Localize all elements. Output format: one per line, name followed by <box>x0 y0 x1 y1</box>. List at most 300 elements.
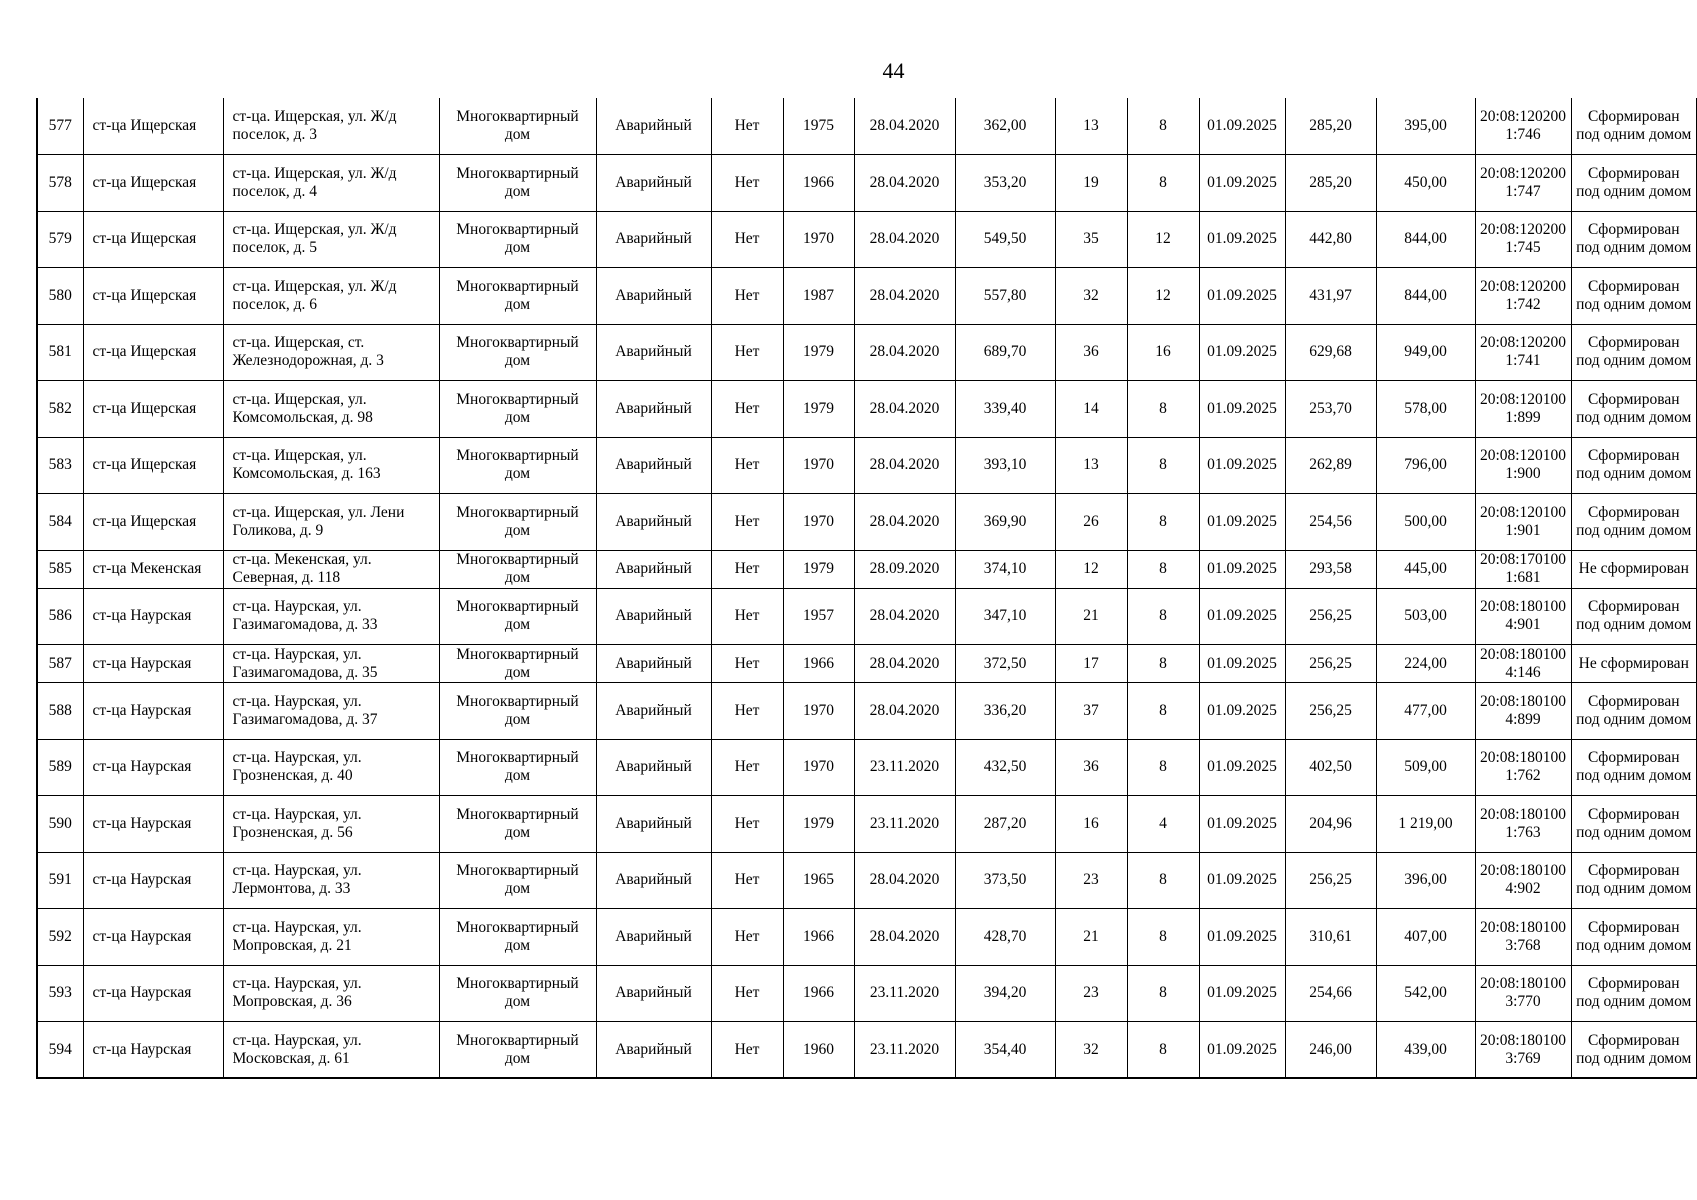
cell-address: ст-ца. Ищерская, ул. Лени Голикова, д. 9 <box>223 494 439 551</box>
cell-land-status: Сформирован под одним домом <box>1571 211 1697 268</box>
cell-flag: Нет <box>711 645 783 683</box>
cell-resettlement-deadline: 01.09.2025 <box>1199 645 1285 683</box>
cell-locality: ст-ца Наурская <box>83 739 223 796</box>
cell-land-status: Сформирован под одним домом <box>1571 909 1697 966</box>
table-row <box>37 796 1697 853</box>
cell-building-type: Многоквартирный дом <box>439 550 596 588</box>
cell-apartments-count: 8 <box>1127 852 1199 909</box>
cell-row-number: 579 <box>37 211 83 268</box>
cell-condition-status: Аварийный <box>596 494 711 551</box>
cell-condition-status: Аварийный <box>596 437 711 494</box>
cell-condition-status: Аварийный <box>596 550 711 588</box>
table-row <box>37 437 1697 494</box>
cell-year-built: 1957 <box>783 588 854 645</box>
cell-address: ст-ца. Наурская, ул. Грозненская, д. 56 <box>223 796 439 853</box>
cell-address: ст-ца. Наурская, ул. Мопровская, д. 21 <box>223 909 439 966</box>
cell-flag: Нет <box>711 1022 783 1079</box>
table-row <box>37 98 1697 155</box>
table-row <box>37 381 1697 438</box>
cell-residents-count: 36 <box>1055 324 1127 381</box>
cell-land-area: 224,00 <box>1376 645 1475 683</box>
cell-total-area: 354,40 <box>955 1022 1055 1079</box>
cell-condition-status: Аварийный <box>596 98 711 155</box>
cell-land-status: Не сформирован <box>1571 645 1697 683</box>
cell-resettlement-deadline: 01.09.2025 <box>1199 965 1285 1022</box>
cell-row-number: 588 <box>37 683 83 740</box>
cell-recognition-date: 23.11.2020 <box>854 1022 955 1079</box>
cell-total-area: 557,80 <box>955 268 1055 325</box>
cell-address: ст-ца. Ищерская, ул. Ж/д поселок, д. 3 <box>223 98 439 155</box>
cell-residents-count: 23 <box>1055 965 1127 1022</box>
cell-row-number: 587 <box>37 645 83 683</box>
cell-recognition-date: 28.04.2020 <box>854 852 955 909</box>
cell-residents-count: 35 <box>1055 211 1127 268</box>
cell-residents-count: 32 <box>1055 268 1127 325</box>
cell-land-status: Сформирован под одним домом <box>1571 98 1697 155</box>
cell-land-status: Сформирован под одним домом <box>1571 852 1697 909</box>
cell-residents-count: 12 <box>1055 550 1127 588</box>
cell-condition-status: Аварийный <box>596 1022 711 1079</box>
cell-address: ст-ца. Наурская, ул. Московская, д. 61 <box>223 1022 439 1079</box>
cell-land-area: 503,00 <box>1376 588 1475 645</box>
cell-land-area: 796,00 <box>1376 437 1475 494</box>
cell-apartments-count: 8 <box>1127 1022 1199 1079</box>
cell-condition-status: Аварийный <box>596 324 711 381</box>
cell-residents-count: 16 <box>1055 796 1127 853</box>
cell-total-area: 339,40 <box>955 381 1055 438</box>
cell-row-number: 590 <box>37 796 83 853</box>
cell-land-status: Сформирован под одним домом <box>1571 683 1697 740</box>
cell-land-status: Сформирован под одним домом <box>1571 796 1697 853</box>
cell-building-type: Многоквартирный дом <box>439 852 596 909</box>
cell-land-area: 500,00 <box>1376 494 1475 551</box>
cell-apartments-count: 12 <box>1127 268 1199 325</box>
cell-living-area: 204,96 <box>1285 796 1376 853</box>
cell-residents-count: 21 <box>1055 909 1127 966</box>
cell-row-number: 592 <box>37 909 83 966</box>
cell-condition-status: Аварийный <box>596 965 711 1022</box>
cell-resettlement-deadline: 01.09.2025 <box>1199 268 1285 325</box>
cell-building-type: Многоквартирный дом <box>439 155 596 212</box>
cell-building-type: Многоквартирный дом <box>439 98 596 155</box>
cell-flag: Нет <box>711 324 783 381</box>
cell-condition-status: Аварийный <box>596 909 711 966</box>
cell-land-status: Сформирован под одним домом <box>1571 494 1697 551</box>
cell-land-area: 542,00 <box>1376 965 1475 1022</box>
cell-total-area: 347,10 <box>955 588 1055 645</box>
cell-year-built: 1979 <box>783 324 854 381</box>
cell-land-area: 578,00 <box>1376 381 1475 438</box>
cell-residents-count: 37 <box>1055 683 1127 740</box>
cell-apartments-count: 8 <box>1127 645 1199 683</box>
table-row <box>37 909 1697 966</box>
cell-land-area: 844,00 <box>1376 211 1475 268</box>
cell-living-area: 285,20 <box>1285 98 1376 155</box>
cell-year-built: 1970 <box>783 739 854 796</box>
cell-residents-count: 13 <box>1055 437 1127 494</box>
cell-year-built: 1979 <box>783 381 854 438</box>
cell-resettlement-deadline: 01.09.2025 <box>1199 739 1285 796</box>
cell-row-number: 584 <box>37 494 83 551</box>
cell-cadastral-number: 20:08:1201001:901 <box>1475 494 1571 551</box>
cell-cadastral-number: 20:08:1202001:747 <box>1475 155 1571 212</box>
cell-recognition-date: 28.04.2020 <box>854 909 955 966</box>
cell-locality: ст-ца Ищерская <box>83 268 223 325</box>
cell-total-area: 394,20 <box>955 965 1055 1022</box>
cell-land-area: 396,00 <box>1376 852 1475 909</box>
cell-living-area: 629,68 <box>1285 324 1376 381</box>
cell-row-number: 585 <box>37 550 83 588</box>
cell-residents-count: 17 <box>1055 645 1127 683</box>
cell-land-area: 395,00 <box>1376 98 1475 155</box>
cell-land-area: 509,00 <box>1376 739 1475 796</box>
cell-apartments-count: 8 <box>1127 494 1199 551</box>
cell-recognition-date: 28.04.2020 <box>854 683 955 740</box>
table-row <box>37 739 1697 796</box>
cell-locality: ст-ца Наурская <box>83 683 223 740</box>
cell-recognition-date: 28.04.2020 <box>854 98 955 155</box>
cell-row-number: 583 <box>37 437 83 494</box>
cell-address: ст-ца. Ищерская, ул. Комсомольская, д. 163 <box>223 437 439 494</box>
cell-flag: Нет <box>711 98 783 155</box>
cell-flag: Нет <box>711 381 783 438</box>
cell-locality: ст-ца Наурская <box>83 909 223 966</box>
cell-row-number: 581 <box>37 324 83 381</box>
cell-living-area: 253,70 <box>1285 381 1376 438</box>
cell-row-number: 578 <box>37 155 83 212</box>
cell-address: ст-ца. Мекенская, ул. Северная, д. 118 <box>223 550 439 588</box>
cell-cadastral-number: 20:08:1701001:681 <box>1475 550 1571 588</box>
cell-total-area: 362,00 <box>955 98 1055 155</box>
cell-flag: Нет <box>711 909 783 966</box>
cell-land-area: 445,00 <box>1376 550 1475 588</box>
cell-recognition-date: 28.04.2020 <box>854 155 955 212</box>
cell-address: ст-ца. Ищерская, ул. Комсомольская, д. 98 <box>223 381 439 438</box>
cell-locality: ст-ца Наурская <box>83 645 223 683</box>
cell-living-area: 256,25 <box>1285 645 1376 683</box>
cell-living-area: 246,00 <box>1285 1022 1376 1079</box>
cell-year-built: 1966 <box>783 965 854 1022</box>
cell-living-area: 254,66 <box>1285 965 1376 1022</box>
cell-locality: ст-ца Наурская <box>83 588 223 645</box>
cell-cadastral-number: 20:08:1202001:741 <box>1475 324 1571 381</box>
table-row <box>37 965 1697 1022</box>
cell-flag: Нет <box>711 965 783 1022</box>
cell-recognition-date: 28.09.2020 <box>854 550 955 588</box>
cell-building-type: Многоквартирный дом <box>439 588 596 645</box>
cell-total-area: 689,70 <box>955 324 1055 381</box>
cell-year-built: 1970 <box>783 494 854 551</box>
cell-cadastral-number: 20:08:1202001:745 <box>1475 211 1571 268</box>
cell-building-type: Многоквартирный дом <box>439 739 596 796</box>
cell-land-area: 949,00 <box>1376 324 1475 381</box>
table-body <box>37 98 1697 1078</box>
cell-row-number: 582 <box>37 381 83 438</box>
cell-land-status: Сформирован под одним домом <box>1571 381 1697 438</box>
table-row <box>37 852 1697 909</box>
cell-building-type: Многоквартирный дом <box>439 268 596 325</box>
cell-land-status: Сформирован под одним домом <box>1571 588 1697 645</box>
cell-building-type: Многоквартирный дом <box>439 683 596 740</box>
cell-resettlement-deadline: 01.09.2025 <box>1199 909 1285 966</box>
cell-cadastral-number: 20:08:1801003:770 <box>1475 965 1571 1022</box>
cell-land-area: 407,00 <box>1376 909 1475 966</box>
cell-locality: ст-ца Ищерская <box>83 494 223 551</box>
table-row <box>37 645 1697 683</box>
cell-recognition-date: 23.11.2020 <box>854 965 955 1022</box>
cell-year-built: 1966 <box>783 909 854 966</box>
cell-address: ст-ца. Наурская, ул. Газимагомадова, д. 35 <box>223 645 439 683</box>
cell-locality: ст-ца Ищерская <box>83 381 223 438</box>
cell-flag: Нет <box>711 268 783 325</box>
cell-address: ст-ца. Наурская, ул. Газимагомадова, д. 37 <box>223 683 439 740</box>
cell-address: ст-ца. Наурская, ул. Мопровская, д. 36 <box>223 965 439 1022</box>
cell-cadastral-number: 20:08:1201001:900 <box>1475 437 1571 494</box>
cell-total-area: 372,50 <box>955 645 1055 683</box>
cell-living-area: 285,20 <box>1285 155 1376 212</box>
cell-locality: ст-ца Наурская <box>83 796 223 853</box>
cell-cadastral-number: 20:08:1801003:768 <box>1475 909 1571 966</box>
cell-residents-count: 26 <box>1055 494 1127 551</box>
cell-flag: Нет <box>711 683 783 740</box>
cell-flag: Нет <box>711 739 783 796</box>
cell-cadastral-number: 20:08:1801001:763 <box>1475 796 1571 853</box>
cell-condition-status: Аварийный <box>596 155 711 212</box>
page-number: 44 <box>882 58 905 83</box>
cell-residents-count: 36 <box>1055 739 1127 796</box>
cell-row-number: 594 <box>37 1022 83 1079</box>
cell-year-built: 1966 <box>783 155 854 212</box>
cell-locality: ст-ца Наурская <box>83 965 223 1022</box>
cell-year-built: 1966 <box>783 645 854 683</box>
cell-land-area: 1 219,00 <box>1376 796 1475 853</box>
table-row <box>37 211 1697 268</box>
cell-resettlement-deadline: 01.09.2025 <box>1199 588 1285 645</box>
cell-condition-status: Аварийный <box>596 588 711 645</box>
cell-building-type: Многоквартирный дом <box>439 909 596 966</box>
cell-locality: ст-ца Наурская <box>83 852 223 909</box>
cell-locality: ст-ца Ищерская <box>83 98 223 155</box>
cell-land-status: Сформирован под одним домом <box>1571 324 1697 381</box>
cell-building-type: Многоквартирный дом <box>439 381 596 438</box>
cell-cadastral-number: 20:08:1202001:742 <box>1475 268 1571 325</box>
cell-apartments-count: 4 <box>1127 796 1199 853</box>
cell-apartments-count: 8 <box>1127 550 1199 588</box>
cell-apartments-count: 8 <box>1127 155 1199 212</box>
cell-year-built: 1987 <box>783 268 854 325</box>
cell-building-type: Многоквартирный дом <box>439 437 596 494</box>
cell-locality: ст-ца Наурская <box>83 1022 223 1079</box>
cell-flag: Нет <box>711 155 783 212</box>
cell-recognition-date: 28.04.2020 <box>854 268 955 325</box>
cell-flag: Нет <box>711 494 783 551</box>
cell-address: ст-ца. Ищерская, ул. Ж/д поселок, д. 6 <box>223 268 439 325</box>
cell-apartments-count: 8 <box>1127 98 1199 155</box>
cell-total-area: 373,50 <box>955 852 1055 909</box>
cell-residents-count: 19 <box>1055 155 1127 212</box>
cell-condition-status: Аварийный <box>596 268 711 325</box>
cell-recognition-date: 28.04.2020 <box>854 211 955 268</box>
cell-recognition-date: 28.04.2020 <box>854 324 955 381</box>
cell-apartments-count: 8 <box>1127 437 1199 494</box>
cell-condition-status: Аварийный <box>596 683 711 740</box>
cell-apartments-count: 8 <box>1127 683 1199 740</box>
cell-address: ст-ца. Ищерская, ст. Железнодорожная, д. 3 <box>223 324 439 381</box>
cell-year-built: 1970 <box>783 683 854 740</box>
cell-building-type: Многоквартирный дом <box>439 324 596 381</box>
cell-living-area: 402,50 <box>1285 739 1376 796</box>
cell-living-area: 310,61 <box>1285 909 1376 966</box>
cell-resettlement-deadline: 01.09.2025 <box>1199 852 1285 909</box>
cell-apartments-count: 16 <box>1127 324 1199 381</box>
cell-condition-status: Аварийный <box>596 211 711 268</box>
cell-building-type: Многоквартирный дом <box>439 211 596 268</box>
cell-row-number: 589 <box>37 739 83 796</box>
cell-cadastral-number: 20:08:1202001:746 <box>1475 98 1571 155</box>
cell-residents-count: 23 <box>1055 852 1127 909</box>
cell-resettlement-deadline: 01.09.2025 <box>1199 1022 1285 1079</box>
cell-cadastral-number: 20:08:1801001:762 <box>1475 739 1571 796</box>
cell-year-built: 1970 <box>783 437 854 494</box>
cell-locality: ст-ца Ищерская <box>83 211 223 268</box>
cell-row-number: 577 <box>37 98 83 155</box>
table-row <box>37 683 1697 740</box>
cell-building-type: Многоквартирный дом <box>439 494 596 551</box>
cell-total-area: 336,20 <box>955 683 1055 740</box>
table-row <box>37 1022 1697 1079</box>
cell-land-area: 477,00 <box>1376 683 1475 740</box>
cell-cadastral-number: 20:08:1801003:769 <box>1475 1022 1571 1079</box>
cell-row-number: 591 <box>37 852 83 909</box>
cell-row-number: 580 <box>37 268 83 325</box>
cell-year-built: 1960 <box>783 1022 854 1079</box>
cell-residents-count: 32 <box>1055 1022 1127 1079</box>
cell-residents-count: 13 <box>1055 98 1127 155</box>
cell-land-status: Сформирован под одним домом <box>1571 739 1697 796</box>
table-row <box>37 494 1697 551</box>
cell-living-area: 256,25 <box>1285 683 1376 740</box>
cell-recognition-date: 28.04.2020 <box>854 645 955 683</box>
cell-total-area: 432,50 <box>955 739 1055 796</box>
cell-total-area: 287,20 <box>955 796 1055 853</box>
cell-recognition-date: 28.04.2020 <box>854 588 955 645</box>
cell-flag: Нет <box>711 550 783 588</box>
cell-living-area: 254,56 <box>1285 494 1376 551</box>
cell-total-area: 393,10 <box>955 437 1055 494</box>
cell-land-status: Сформирован под одним домом <box>1571 268 1697 325</box>
cell-flag: Нет <box>711 852 783 909</box>
cell-land-status: Не сформирован <box>1571 550 1697 588</box>
cell-total-area: 353,20 <box>955 155 1055 212</box>
cell-resettlement-deadline: 01.09.2025 <box>1199 550 1285 588</box>
cell-condition-status: Аварийный <box>596 381 711 438</box>
cell-year-built: 1970 <box>783 211 854 268</box>
cell-living-area: 431,97 <box>1285 268 1376 325</box>
cell-recognition-date: 23.11.2020 <box>854 739 955 796</box>
cell-year-built: 1979 <box>783 796 854 853</box>
cell-land-area: 439,00 <box>1376 1022 1475 1079</box>
cell-flag: Нет <box>711 588 783 645</box>
cell-address: ст-ца. Наурская, ул. Лермонтова, д. 33 <box>223 852 439 909</box>
cell-apartments-count: 8 <box>1127 588 1199 645</box>
cell-year-built: 1965 <box>783 852 854 909</box>
table-row <box>37 588 1697 645</box>
cell-resettlement-deadline: 01.09.2025 <box>1199 324 1285 381</box>
table-row <box>37 324 1697 381</box>
cell-recognition-date: 28.04.2020 <box>854 494 955 551</box>
cell-land-area: 844,00 <box>1376 268 1475 325</box>
cell-apartments-count: 8 <box>1127 739 1199 796</box>
cell-land-status: Сформирован под одним домом <box>1571 155 1697 212</box>
cell-cadastral-number: 20:08:1801004:146 <box>1475 645 1571 683</box>
cell-living-area: 256,25 <box>1285 588 1376 645</box>
cell-recognition-date: 28.04.2020 <box>854 437 955 494</box>
cell-building-type: Многоквартирный дом <box>439 645 596 683</box>
cell-condition-status: Аварийный <box>596 739 711 796</box>
cell-locality: ст-ца Ищерская <box>83 324 223 381</box>
cell-address: ст-ца. Ищерская, ул. Ж/д поселок, д. 5 <box>223 211 439 268</box>
table-row <box>37 155 1697 212</box>
cell-row-number: 586 <box>37 588 83 645</box>
table-row <box>37 550 1697 588</box>
cell-land-status: Сформирован под одним домом <box>1571 1022 1697 1079</box>
cell-land-status: Сформирован под одним домом <box>1571 965 1697 1022</box>
cell-living-area: 293,58 <box>1285 550 1376 588</box>
cell-resettlement-deadline: 01.09.2025 <box>1199 381 1285 438</box>
cell-apartments-count: 8 <box>1127 909 1199 966</box>
cell-building-type: Многоквартирный дом <box>439 796 596 853</box>
cell-apartments-count: 12 <box>1127 211 1199 268</box>
cell-cadastral-number: 20:08:1801004:899 <box>1475 683 1571 740</box>
cell-resettlement-deadline: 01.09.2025 <box>1199 155 1285 212</box>
cell-recognition-date: 28.04.2020 <box>854 381 955 438</box>
cell-address: ст-ца. Наурская, ул. Газимагомадова, д. 33 <box>223 588 439 645</box>
cell-building-type: Многоквартирный дом <box>439 965 596 1022</box>
cell-resettlement-deadline: 01.09.2025 <box>1199 98 1285 155</box>
cell-row-number: 593 <box>37 965 83 1022</box>
cell-resettlement-deadline: 01.09.2025 <box>1199 211 1285 268</box>
cell-year-built: 1975 <box>783 98 854 155</box>
cell-resettlement-deadline: 01.09.2025 <box>1199 683 1285 740</box>
cell-total-area: 374,10 <box>955 550 1055 588</box>
cell-recognition-date: 23.11.2020 <box>854 796 955 853</box>
cell-locality: ст-ца Мекенская <box>83 550 223 588</box>
cell-land-status: Сформирован под одним домом <box>1571 437 1697 494</box>
cell-resettlement-deadline: 01.09.2025 <box>1199 437 1285 494</box>
cell-apartments-count: 8 <box>1127 965 1199 1022</box>
cell-total-area: 369,90 <box>955 494 1055 551</box>
cell-residents-count: 21 <box>1055 588 1127 645</box>
cell-building-type: Многоквартирный дом <box>439 1022 596 1079</box>
cell-address: ст-ца. Ищерская, ул. Ж/д поселок, д. 4 <box>223 155 439 212</box>
cell-cadastral-number: 20:08:1201001:899 <box>1475 381 1571 438</box>
cell-land-area: 450,00 <box>1376 155 1475 212</box>
cell-total-area: 428,70 <box>955 909 1055 966</box>
cell-flag: Нет <box>711 211 783 268</box>
cell-flag: Нет <box>711 437 783 494</box>
cell-cadastral-number: 20:08:1801004:901 <box>1475 588 1571 645</box>
cell-living-area: 442,80 <box>1285 211 1376 268</box>
cell-living-area: 262,89 <box>1285 437 1376 494</box>
cell-living-area: 256,25 <box>1285 852 1376 909</box>
table-row <box>37 268 1697 325</box>
cell-flag: Нет <box>711 796 783 853</box>
cell-condition-status: Аварийный <box>596 796 711 853</box>
cell-address: ст-ца. Наурская, ул. Грозненская, д. 40 <box>223 739 439 796</box>
cell-total-area: 549,50 <box>955 211 1055 268</box>
cell-residents-count: 14 <box>1055 381 1127 438</box>
cell-condition-status: Аварийный <box>596 645 711 683</box>
